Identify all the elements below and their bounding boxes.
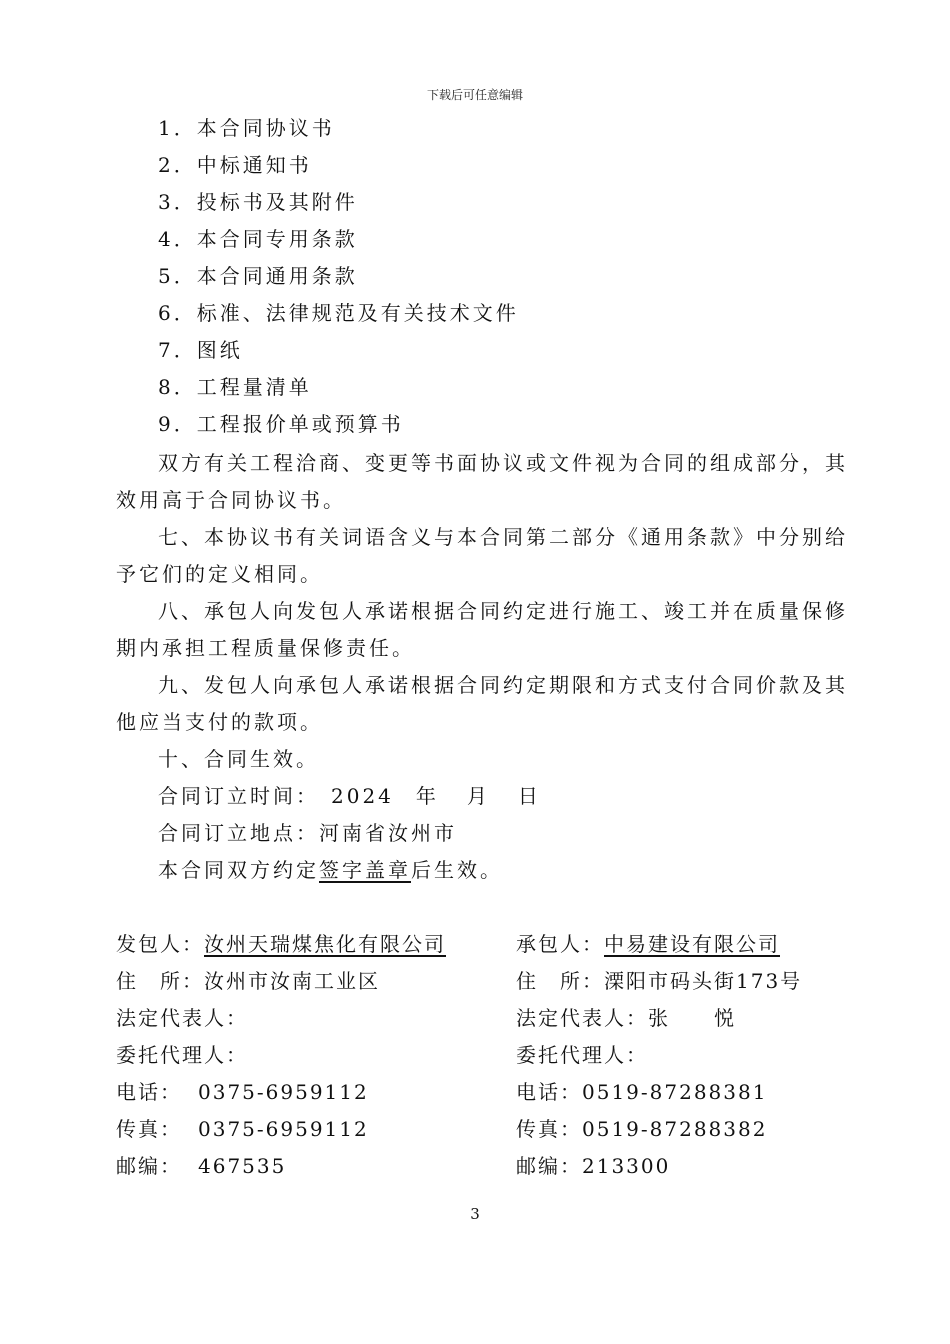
contract-date [158, 784, 541, 808]
employer-legal-rep: 法定代表人： [116, 1006, 248, 1030]
paragraph-line: 予它们的定义相同。 [116, 562, 323, 586]
list-item: 6．标准、法律规范及有关技术文件 [158, 301, 519, 325]
contractor-address: 住 所：溧阳市码头街173号 [516, 969, 803, 993]
employer-name-value: 汝州天瑞煤焦化有限公司 [204, 932, 446, 956]
employer-agent: 委托代理人： [116, 1043, 248, 1067]
employer-phone-value: 0375-6959112 [198, 1080, 369, 1104]
contract-place: 合同订立地点：河南省汝州市 [158, 821, 457, 845]
employer-fax-value: 0375-6959112 [198, 1117, 369, 1141]
date-month-unit: 月 [466, 784, 490, 808]
paragraph-line: 八、承包人向发包人承诺根据合同约定进行施工、竣工并在质量保修 [158, 599, 848, 623]
effective-clause [158, 858, 503, 882]
list-item: 7．图纸 [158, 338, 243, 362]
paragraph-line: 期内承担工程质量保修责任。 [116, 636, 415, 660]
employer-fax [116, 1117, 369, 1141]
contractor-agent: 委托代理人： [516, 1043, 648, 1067]
page-number: 3 [470, 1205, 480, 1223]
employer-name-label: 发包人： [116, 932, 204, 956]
list-item: 1．本合同协议书 [158, 116, 335, 140]
contractor-name-value: 中易建设有限公司 [604, 932, 780, 956]
effective-underlined: 签字盖章 [319, 858, 411, 882]
date-day-unit: 日 [517, 784, 541, 808]
effective-suffix: 后生效。 [411, 858, 503, 882]
contractor-name-label: 承包人： [516, 932, 604, 956]
list-item: 8．工程量清单 [158, 375, 312, 399]
list-item: 2．中标通知书 [158, 153, 312, 177]
paragraph-line: 七、本协议书有关词语含义与本合同第二部分《通用条款》中分别给 [158, 525, 848, 549]
list-item: 5．本合同通用条款 [158, 264, 358, 288]
effective-prefix: 本合同双方约定 [158, 858, 319, 882]
date-year-unit: 年 [415, 784, 439, 808]
page-header: 下载后可任意编辑 [426, 88, 523, 102]
employer-postcode-label: 邮编： [116, 1154, 182, 1178]
employer-postcode-value: 467535 [198, 1154, 287, 1178]
paragraph-line: 十、合同生效。 [158, 747, 319, 771]
list-item: 4．本合同专用条款 [158, 227, 358, 251]
list-item: 3．投标书及其附件 [158, 190, 358, 214]
employer-fax-label: 传真： [116, 1117, 182, 1141]
employer-phone [116, 1080, 369, 1104]
contractor-fax: 传真：0519-87288382 [516, 1117, 768, 1141]
contractor-name [516, 932, 780, 956]
paragraph-line: 效用高于合同协议书。 [116, 488, 346, 512]
contractor-legal-rep: 法定代表人：张 悦 [516, 1006, 736, 1030]
date-year: 2024 [331, 784, 394, 808]
paragraph-line: 双方有关工程洽商、变更等书面协议或文件视为合同的组成部分，其 [158, 451, 848, 475]
paragraph-line: 他应当支付的款项。 [116, 710, 323, 734]
contractor-postcode: 邮编：213300 [516, 1154, 671, 1178]
employer-name [116, 932, 446, 956]
contractor-phone: 电话：0519-87288381 [516, 1080, 768, 1104]
employer-phone-label: 电话： [116, 1080, 182, 1104]
paragraph-line: 九、发包人向承包人承诺根据合同约定期限和方式支付合同价款及其 [158, 673, 848, 697]
list-item: 9．工程报价单或预算书 [158, 412, 404, 436]
employer-postcode [116, 1154, 286, 1178]
date-label: 合同订立时间： [158, 784, 319, 808]
employer-address: 住 所：汝州市汝南工业区 [116, 969, 380, 993]
